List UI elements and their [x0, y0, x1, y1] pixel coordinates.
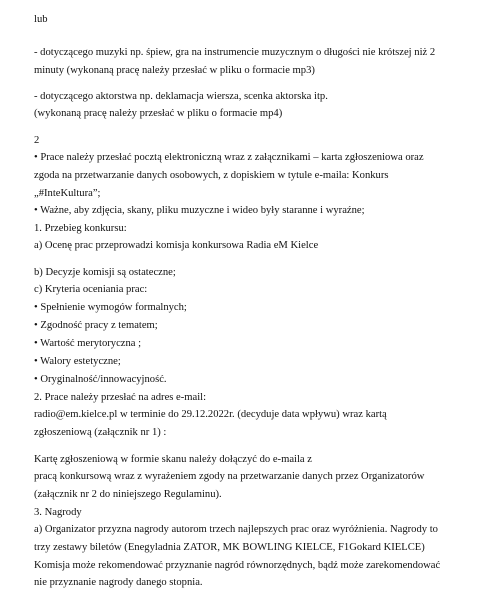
text-line: • Wartość merytoryczna ; — [34, 338, 142, 349]
text-line: b) Decyzje komisji są ostateczne; — [34, 267, 176, 278]
text-line: minuty (wykonaną pracę należy przesłać w pliku o formacie mp3) — [34, 65, 315, 76]
text-line: - dotyczącego muzyki np. śpiew, gra na instrumencie muzycznym o długości nie krótszej niż 2 — [34, 47, 436, 58]
text-line: • Zgodność pracy z tematem; — [34, 320, 158, 331]
text-line: • Ważne, aby zdjęcia, skany, pliku muzyczne i wideo były staranne i wyraźne; — [34, 205, 365, 216]
text-line: lub — [34, 14, 48, 25]
text-line: (załącznik nr 2 do niniejszego Regulaminu). — [34, 489, 222, 500]
text-line: a) Ocenę prac przeprowadzi komisja konkursowa Radia eM Kielce — [34, 240, 319, 251]
text-line: Kartę zgłoszeniową w formie skanu należy dołączyć do e-maila z — [34, 454, 312, 465]
text-line: 3. Nagrody — [34, 507, 82, 518]
text-line: pracą konkursową wraz z wyrażeniem zgody na przetwarzanie danych przez Organizatorów — [34, 471, 425, 482]
text-line: a) Organizator przyzna nagrody autorom trzech najlepszych prac oraz wyróżnienia. Nagrody to — [34, 524, 438, 535]
text-line: c) Kryteria oceniania prac: — [34, 284, 148, 295]
text-line: zgłoszeniową (załącznik nr 1) : — [34, 427, 167, 438]
text-line: (wykonaną pracę należy przesłać w pliku o formacie mp4) — [34, 108, 283, 119]
text-line: • Prace należy przesłać pocztą elektroniczną wraz z załącznikami – karta zgłoszeniowa oraz — [34, 152, 424, 163]
text-line: • Oryginalność/innowacyjność. — [34, 374, 167, 385]
text-line: zgoda na przetwarzanie danych osobowych, z dopiskiem w tytule e-maila: Konkurs — [34, 170, 389, 181]
text-line: 2 — [34, 135, 40, 146]
text-line: - dotyczącego aktorstwa np. deklamacja wiersza, scenka aktorska itp. — [34, 91, 328, 102]
text-line: trzy zestawy biletów (Enegyladnia ZATOR, MK BOWLING KIELCE, F1Gokard KIELCE) — [34, 542, 425, 553]
text-line: • Walory estetyczne; — [34, 356, 121, 367]
text-line: 2. Prace należy przesłać na adres e-mail: — [34, 392, 207, 403]
text-line: radio@em.kielce.pl w terminie do 29.12.2022r. (decyduje data wpływu) wraz kartą — [34, 409, 387, 420]
text-line: • Spełnienie wymogów formalnych; — [34, 302, 187, 313]
text-line: nie przyznanie nagrody danego stopnia. — [34, 577, 203, 588]
text-line: Komisja może rekomendować przyznanie nagród równorzędnych, bądź może zarekomendować — [34, 560, 441, 571]
text-line: „#InteKultura”; — [34, 188, 101, 199]
text-line: 1. Przebieg konkursu: — [34, 223, 127, 234]
